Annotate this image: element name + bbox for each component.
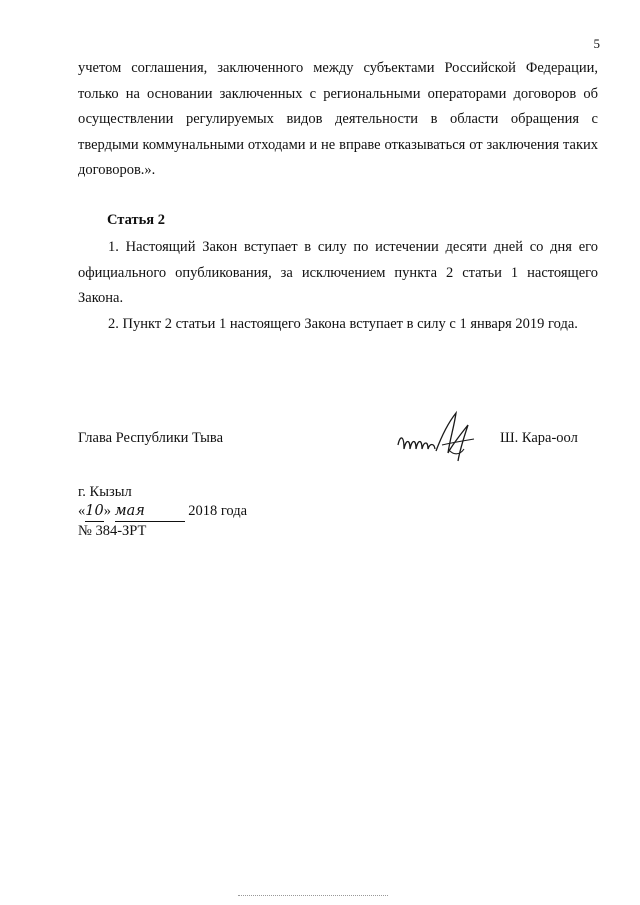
article-2-item-2: 2. Пункт 2 статьи 1 настоящего Закона вступает в силу с 1 января 2019 года. [108, 315, 578, 332]
page-number: 5 [593, 36, 600, 51]
paragraph-text: учетом соглашения, заключенного между субъектами Российской Федерации, только на основании заключенных с региональными операторами договоров об осуществлении регулируемых видов деятельности в области обращения с твердыми коммунальными отходами и не вправе отказываться от заключения таких договоров.». [78, 60, 598, 178]
signatory-title: Глава Республики Тыва [78, 430, 224, 446]
continuation-paragraph [78, 56, 598, 184]
date-year: 2018 года [188, 503, 248, 519]
law-number: № 384-ЗРТ [78, 523, 147, 539]
handwritten-signature [390, 405, 490, 475]
signatory-name: Ш. Кара-оол [500, 430, 578, 446]
date-day: 10 [85, 501, 103, 522]
date-month: мая [115, 501, 185, 522]
date-close-quote: » [103, 503, 111, 519]
bottom-scan-mark [238, 895, 388, 896]
place-city: г. Кызыл [78, 484, 132, 500]
article-2-item-1: 1. Настоящий Закон вступает в силу по истечении десяти дней со дня его официального опубликования, за исключением пункта 2 статьи 1 настоящего Закона. [78, 239, 598, 306]
article-2-heading: Статья 2 [107, 212, 165, 228]
date-line [78, 501, 247, 522]
date-open-quote: « [78, 503, 86, 519]
article-2-body [78, 235, 598, 337]
